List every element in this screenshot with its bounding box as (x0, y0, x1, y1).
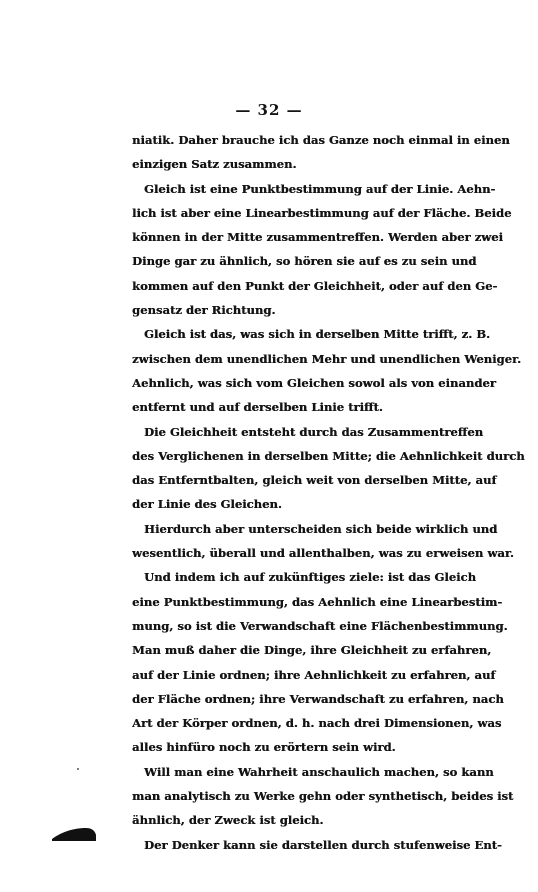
text-line: Dinge gar zu ähnlich, so hören sie auf es zu sein und (132, 254, 477, 269)
text-line: alles hinfüro noch zu erörtern sein wird. (132, 740, 396, 755)
text-line: man analytisch zu Werke gehn oder synthetisch, beides ist (132, 789, 514, 804)
page-number: — 32 — (235, 101, 303, 119)
text-line: Hierdurch aber unterscheiden sich beide wirklich und (144, 521, 498, 536)
text-line: entfernt und auf derselben Linie trifft. (132, 400, 383, 415)
text-line: Art der Körper ordnen, d. h. nach drei Dimensionen, was (132, 716, 502, 731)
text-line: einzigen Satz zusammen. (132, 157, 297, 172)
text-line: der Linie des Gleichen. (132, 497, 282, 512)
text-line: Und indem ich auf zukünftiges ziele: ist das Gleich (144, 570, 476, 585)
text-line: mung, so ist die Verwandschaft eine Flächenbestimmung. (132, 618, 508, 633)
speck (77, 768, 79, 770)
text-line: können in der Mitte zusammentreffen. Werden aber zwei (132, 230, 503, 245)
text-line: das Entferntbalten, gleich weit von derselben Mitte, auf (132, 473, 497, 488)
text-line: zwischen dem unendlichen Mehr und unendlichen Weniger. (132, 351, 522, 366)
text-line: kommen auf den Punkt der Gleichheit, oder auf den Ge- (132, 278, 498, 293)
text-line: eine Punktbestimmung, das Aehnlich eine Linearbestim- (132, 594, 503, 609)
text-line: auf der Linie ordnen; ihre Aehnlichkeit zu erfahren, auf (132, 667, 496, 682)
text-line: des Verglichenen in derselben Mitte; die Aehnlichkeit durch (132, 448, 525, 463)
text-line: wesentlich, überall und allenthalben, was zu erweisen war. (132, 546, 514, 561)
text-line: ähnlich, der Zweck ist gleich. (132, 813, 324, 828)
text-line: Will man eine Wahrheit anschaulich machen, so kann (144, 764, 494, 779)
ink-stain (52, 825, 96, 843)
text-line: Gleich ist eine Punktbestimmung auf der Linie. Aehn- (144, 181, 496, 196)
body-text (132, 128, 525, 857)
text-line: lich ist aber eine Linearbestimmung auf der Fläche. Beide (132, 205, 512, 220)
text-line: Aehnlich, was sich vom Gleichen sowol als von einander (132, 375, 496, 390)
text-line: Die Gleichheit entsteht durch das Zusammentreffen (144, 424, 484, 439)
text-line: gensatz der Richtung. (132, 303, 276, 318)
text-line: Gleich ist das, was sich in derselben Mitte trifft, z. B. (144, 327, 491, 342)
text-line: niatik. Daher brauche ich das Ganze noch einmal in einen (132, 133, 510, 147)
text-line: Man muß daher die Dinge, ihre Gleichheit zu erfahren, (132, 643, 492, 658)
text-line: der Fläche ordnen; ihre Verwandschaft zu erfahren, nach (132, 691, 504, 706)
text-line: Der Denker kann sie darstellen durch stufenweise Ent- (144, 837, 502, 852)
